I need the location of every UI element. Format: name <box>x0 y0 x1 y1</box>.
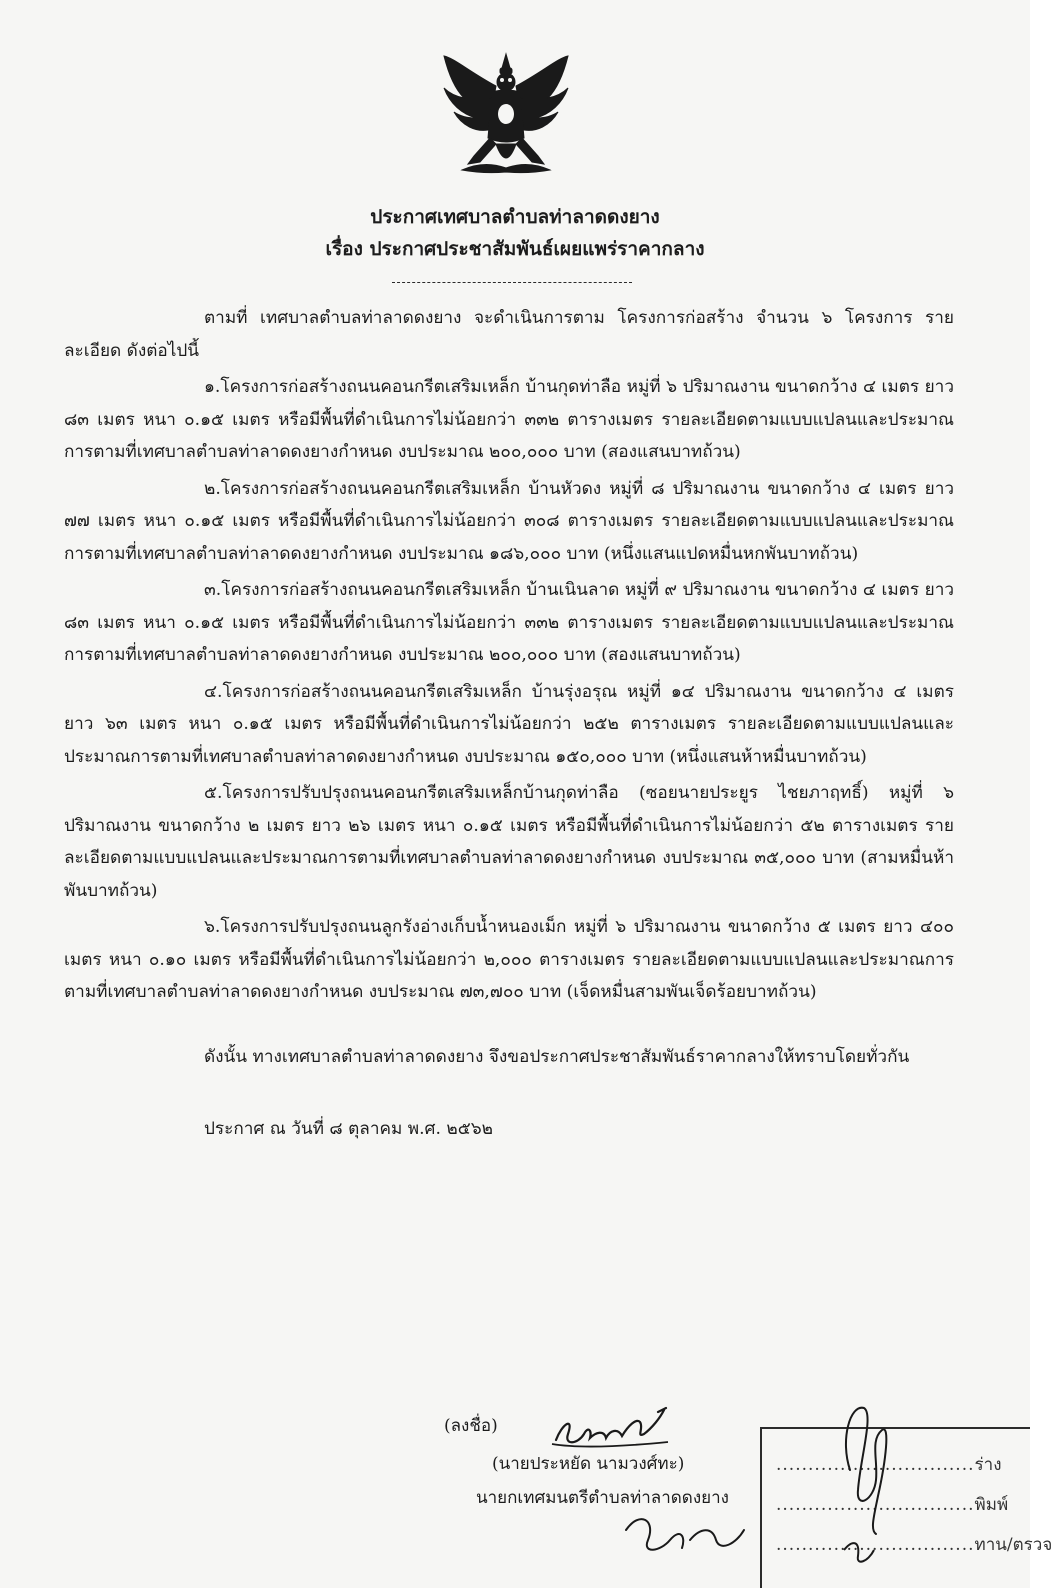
announcement-subject: เรื่อง ประกาศประชาสัมพันธ์เผยแพร่ราคากลาง <box>325 238 705 260</box>
review-label-draft: ร่าง <box>974 1455 1002 1475</box>
review-row-print: ...............................พิมพ์ <box>776 1495 1009 1515</box>
garuda-emblem-icon <box>440 52 572 178</box>
project-item-3: ๓.โครงการก่อสร้างถนนคอนกรีตเสริมเหล็ก บ้านเนินลาด หมู่ที่ ๙ ปริมาณงาน ขนาดกว้าง ๔ เมตร ยาว ๘๓ เมตร หนา ๐.๑๕ เมตร หรือมีพื้นที่ดำเนินการไม่น้อยกว่า ๓๓๒ ตารางเมตร รายละเอียดตามแบบแปลนและประมาณการตามที่เทศบาลตำบลท่าลาดดงยางกำหนด งบประมาณ ๒๐๐,๐๐๐ บาท (สองแสนบาทถ้วน) <box>64 580 954 665</box>
project-item-2: ๒.โครงการก่อสร้างถนนคอนกรีตเสริมเหล็ก บ้านหัวดง หมู่ที่ ๘ ปริมาณงาน ขนาดกว้าง ๔ เมตร ยาว ๗๗ เมตร หนา ๐.๑๕ เมตร หรือมีพื้นที่ดำเนินการไม่น้อยกว่า ๓๐๘ ตารางเมตร รายละเอียดตามแบบแปลนและประมาณการตามที่เทศบาลตำบลท่าลาดดงยางกำหนด งบประมาณ ๑๘๖,๐๐๐ บาท (หนึ่งแสนแปดหมื่นหกพันบาทถ้วน) <box>64 478 954 564</box>
closing-paragraph: ดังนั้น ทางเทศบาลตำบลท่าลาดดงยาง จึงขอประกาศประชาสัมพันธ์ราคากลางให้ทราบโดยทั่วกัน <box>204 1046 910 1067</box>
intro-paragraph: ตามที่ เทศบาลตำบลท่าลาดดงยาง จะดำเนินการตาม โครงการก่อสร้าง จำนวน ๖ โครงการ รายละเอียด ดังต่อไปนี้ <box>64 308 954 361</box>
project-item-4: ๔.โครงการก่อสร้างถนนคอนกรีตเสริมเหล็ก บ้านรุ่งอรุณ หมู่ที่ ๑๔ ปริมาณงาน ขนาดกว้าง ๔ เมตร ยาว ๖๓ เมตร หนา ๐.๑๕ เมตร หรือมีพื้นที่ดำเนินการไม่น้อยกว่า ๒๕๒ ตารางเมตร รายละเอียดตามแบบแปลนและประมาณการตามที่เทศบาลตำบลท่าลาดดงยางกำหนด งบประมาณ ๑๕๐,๐๐๐ บาท (หนึ่งแสนห้าหมื่นบาทถ้วน) <box>64 681 954 767</box>
announcement-title: ประกาศเทศบาลตำบลท่าลาดดงยาง <box>370 206 660 228</box>
announcement-date: ประกาศ ณ วันที่ ๘ ตุลาคม พ.ศ. ๒๕๖๒ <box>204 1119 493 1139</box>
project-item-5: ๕.โครงการปรับปรุงถนนคอนกรีตเสริมเหล็กบ้านกุดท่าลือ (ซอยนายประยูร ไชยภาฤทธิ์) หมู่ที่ ๖ ปริมาณงาน ขนาดกว้าง ๒ เมตร ยาว ๒๖ เมตร หนา ๐.๑๕ เมตร หรือมีพื้นที่ดำเนินการไม่น้อยกว่า ๕๒ ตารางเมตร รายละเอียดตามแบบแปลนและประมาณการตามที่เทศบาลตำบลท่าลาดดงยางกำหนด งบประมาณ ๓๕,๐๐๐ บาท (สามหมื่นห้าพันบาทถ้วน) <box>64 783 954 901</box>
sign-label: (ลงชื่อ) <box>444 1416 498 1436</box>
project-item-1: ๑.โครงการก่อสร้างถนนคอนกรีตเสริมเหล็ก บ้านกุดท่าลือ หมู่ที่ ๖ ปริมาณงาน ขนาดกว้าง ๔ เมตร ยาว ๘๓ เมตร หนา ๐.๑๕ เมตร หรือมีพื้นที่ดำเนินการไม่น้อยกว่า ๓๓๒ ตารางเมตร รายละเอียดตามแบบแปลนและประมาณการตามที่เทศบาลตำบลท่าลาดดงยางกำหนด งบประมาณ ๒๐๐,๐๐๐ บาท (สองแสนบาทถ้วน) <box>64 377 954 462</box>
signer-position: นายกเทศมนตรีตำบลท่าลาดดงยาง <box>476 1488 729 1508</box>
divider <box>392 282 632 283</box>
review-row-check: ...............................ทาน/ตรวจ <box>776 1535 1052 1555</box>
initials-scribble-icon-2 <box>620 1500 770 1570</box>
review-label-check: ทาน/ตรวจ <box>974 1535 1052 1555</box>
review-row-draft: ...............................ร่าง <box>776 1455 1002 1475</box>
announcement-body <box>64 302 954 1146</box>
initials-scribble-icon <box>830 1400 910 1580</box>
project-item-6: ๖.โครงการปรับปรุงถนนลูกรังอ่างเก็บน้ำหนองเม็ก หมู่ที่ ๖ ปริมาณงาน ขนาดกว้าง ๕ เมตร ยาว ๔๐๐ เมตร หนา ๐.๑๐ เมตร หรือมีพื้นที่ดำเนินการไม่น้อยกว่า ๒,๐๐๐ ตารางเมตร รายละเอียดตามแบบแปลนและประมาณการตามที่เทศบาลตำบลท่าลาดดงยางกำหนด งบประมาณ ๗๓,๗๐๐ บาท (เจ็ดหมื่นสามพันเจ็ดร้อยบาทถ้วน) <box>64 917 954 1002</box>
review-label-print: พิมพ์ <box>974 1495 1009 1515</box>
signer-name: (นายประหยัด นามวงศ์ทะ) <box>492 1454 685 1474</box>
signature-scribble-icon <box>548 1404 718 1454</box>
